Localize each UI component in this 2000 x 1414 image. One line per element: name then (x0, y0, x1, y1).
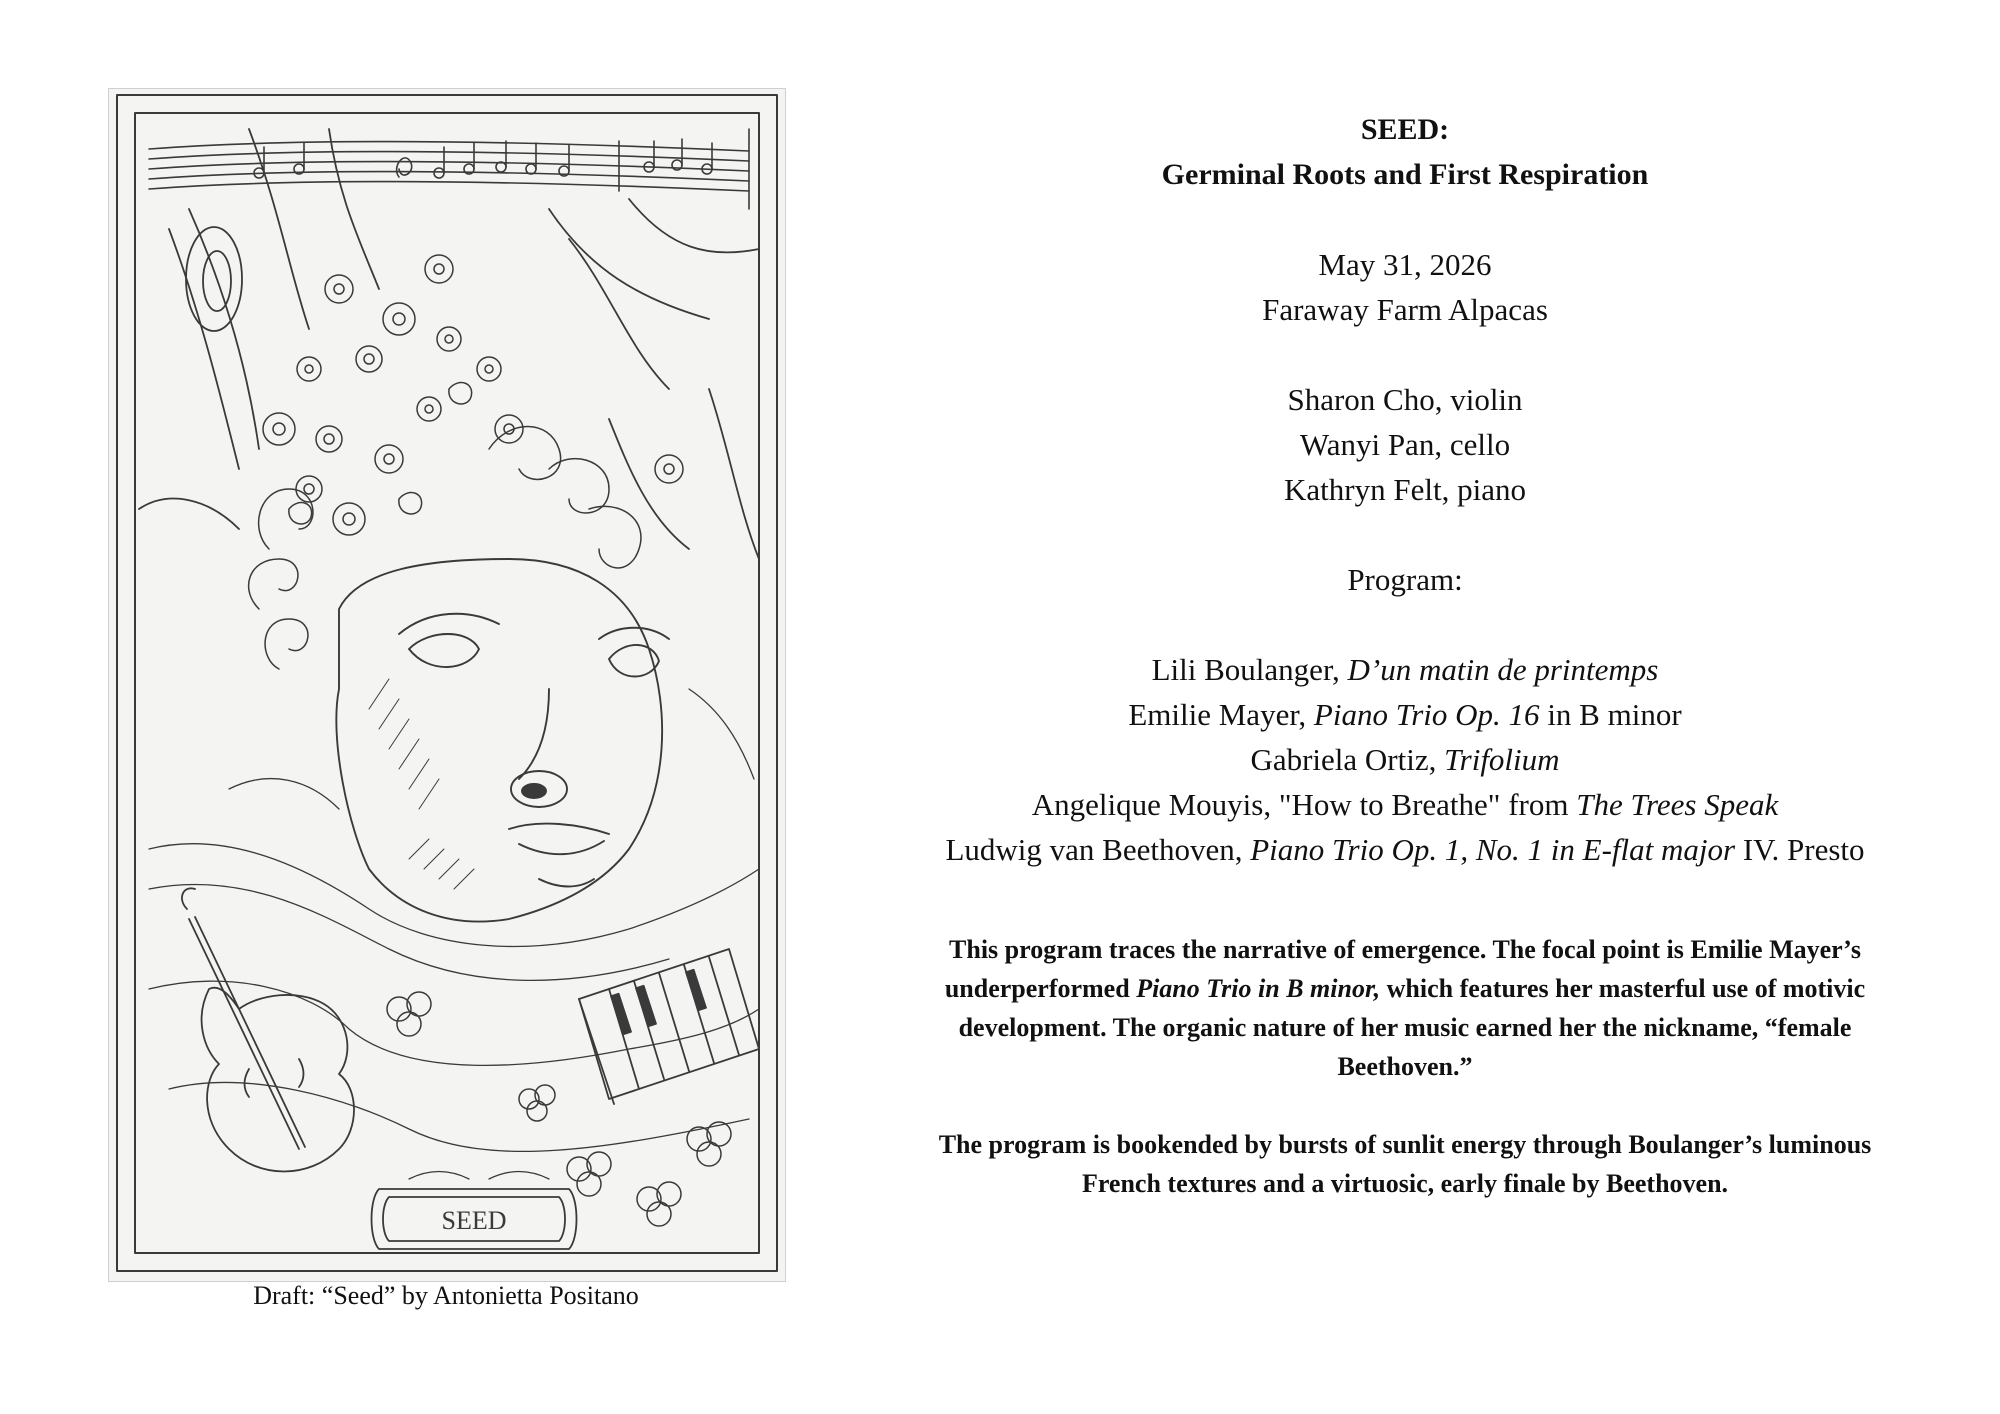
performer-piano: Kathryn Felt, piano (1284, 472, 1526, 507)
outer-border (117, 95, 777, 1271)
title-line-2: Germinal Roots and First Respiration (1161, 158, 1649, 191)
music-staff (149, 129, 749, 209)
concert-date: May 31, 2026 (1318, 247, 1492, 282)
work-item: Gabriela Ortiz, Trifolium (1250, 742, 1560, 777)
concert-venue: Faraway Farm Alpacas (1262, 292, 1548, 327)
violin-drawing (182, 888, 354, 1171)
work-item: Emilie Mayer, Piano Trio Op. 16 in B minor (1128, 697, 1682, 732)
performer-violin: Sharon Cho, violin (1287, 382, 1523, 417)
tree-branches (139, 129, 759, 559)
face-sketch (336, 559, 669, 922)
flower-crown (263, 255, 683, 535)
work-item: Lili Boulanger, D’un matin de printemps (1151, 652, 1659, 687)
piano-drawing (579, 949, 759, 1104)
program-notes (900, 930, 1910, 1203)
program-heading: Program: (1347, 562, 1463, 597)
artwork-sketch (108, 88, 786, 1282)
title-line-1: SEED: (1360, 113, 1450, 146)
hair-curls (249, 427, 641, 670)
cartouche-label: SEED (441, 1206, 507, 1235)
program-text (900, 107, 1910, 1203)
performer-cello: Wanyi Pan, cello (1299, 427, 1511, 462)
sketch-drawing (109, 89, 785, 1281)
notes-paragraph-2: The program is bookended by bursts of sunlit energy through Boulanger’s luminous French textures and a virtuosic, early finale by Beethoven. (938, 1130, 1872, 1198)
work-item: Ludwig van Beethoven, Piano Trio Op. 1, No. 1 in E-flat major IV. Presto (945, 832, 1865, 867)
clover-drawing (387, 992, 731, 1226)
notes-paragraph-1: This program traces the narrative of emergence. The focal point is Emilie Mayer’s underperformed Piano Trio in B minor, which features her masterful use of motivic development. The organic nature of her music earned her the nickname, “female Beethoven.” (944, 935, 1866, 1081)
work-item: Angelique Mouyis, "How to Breathe" from The Trees Speak (1031, 787, 1779, 822)
artwork-caption: Draft: “Seed” by Antonietta Positano (253, 1281, 639, 1310)
